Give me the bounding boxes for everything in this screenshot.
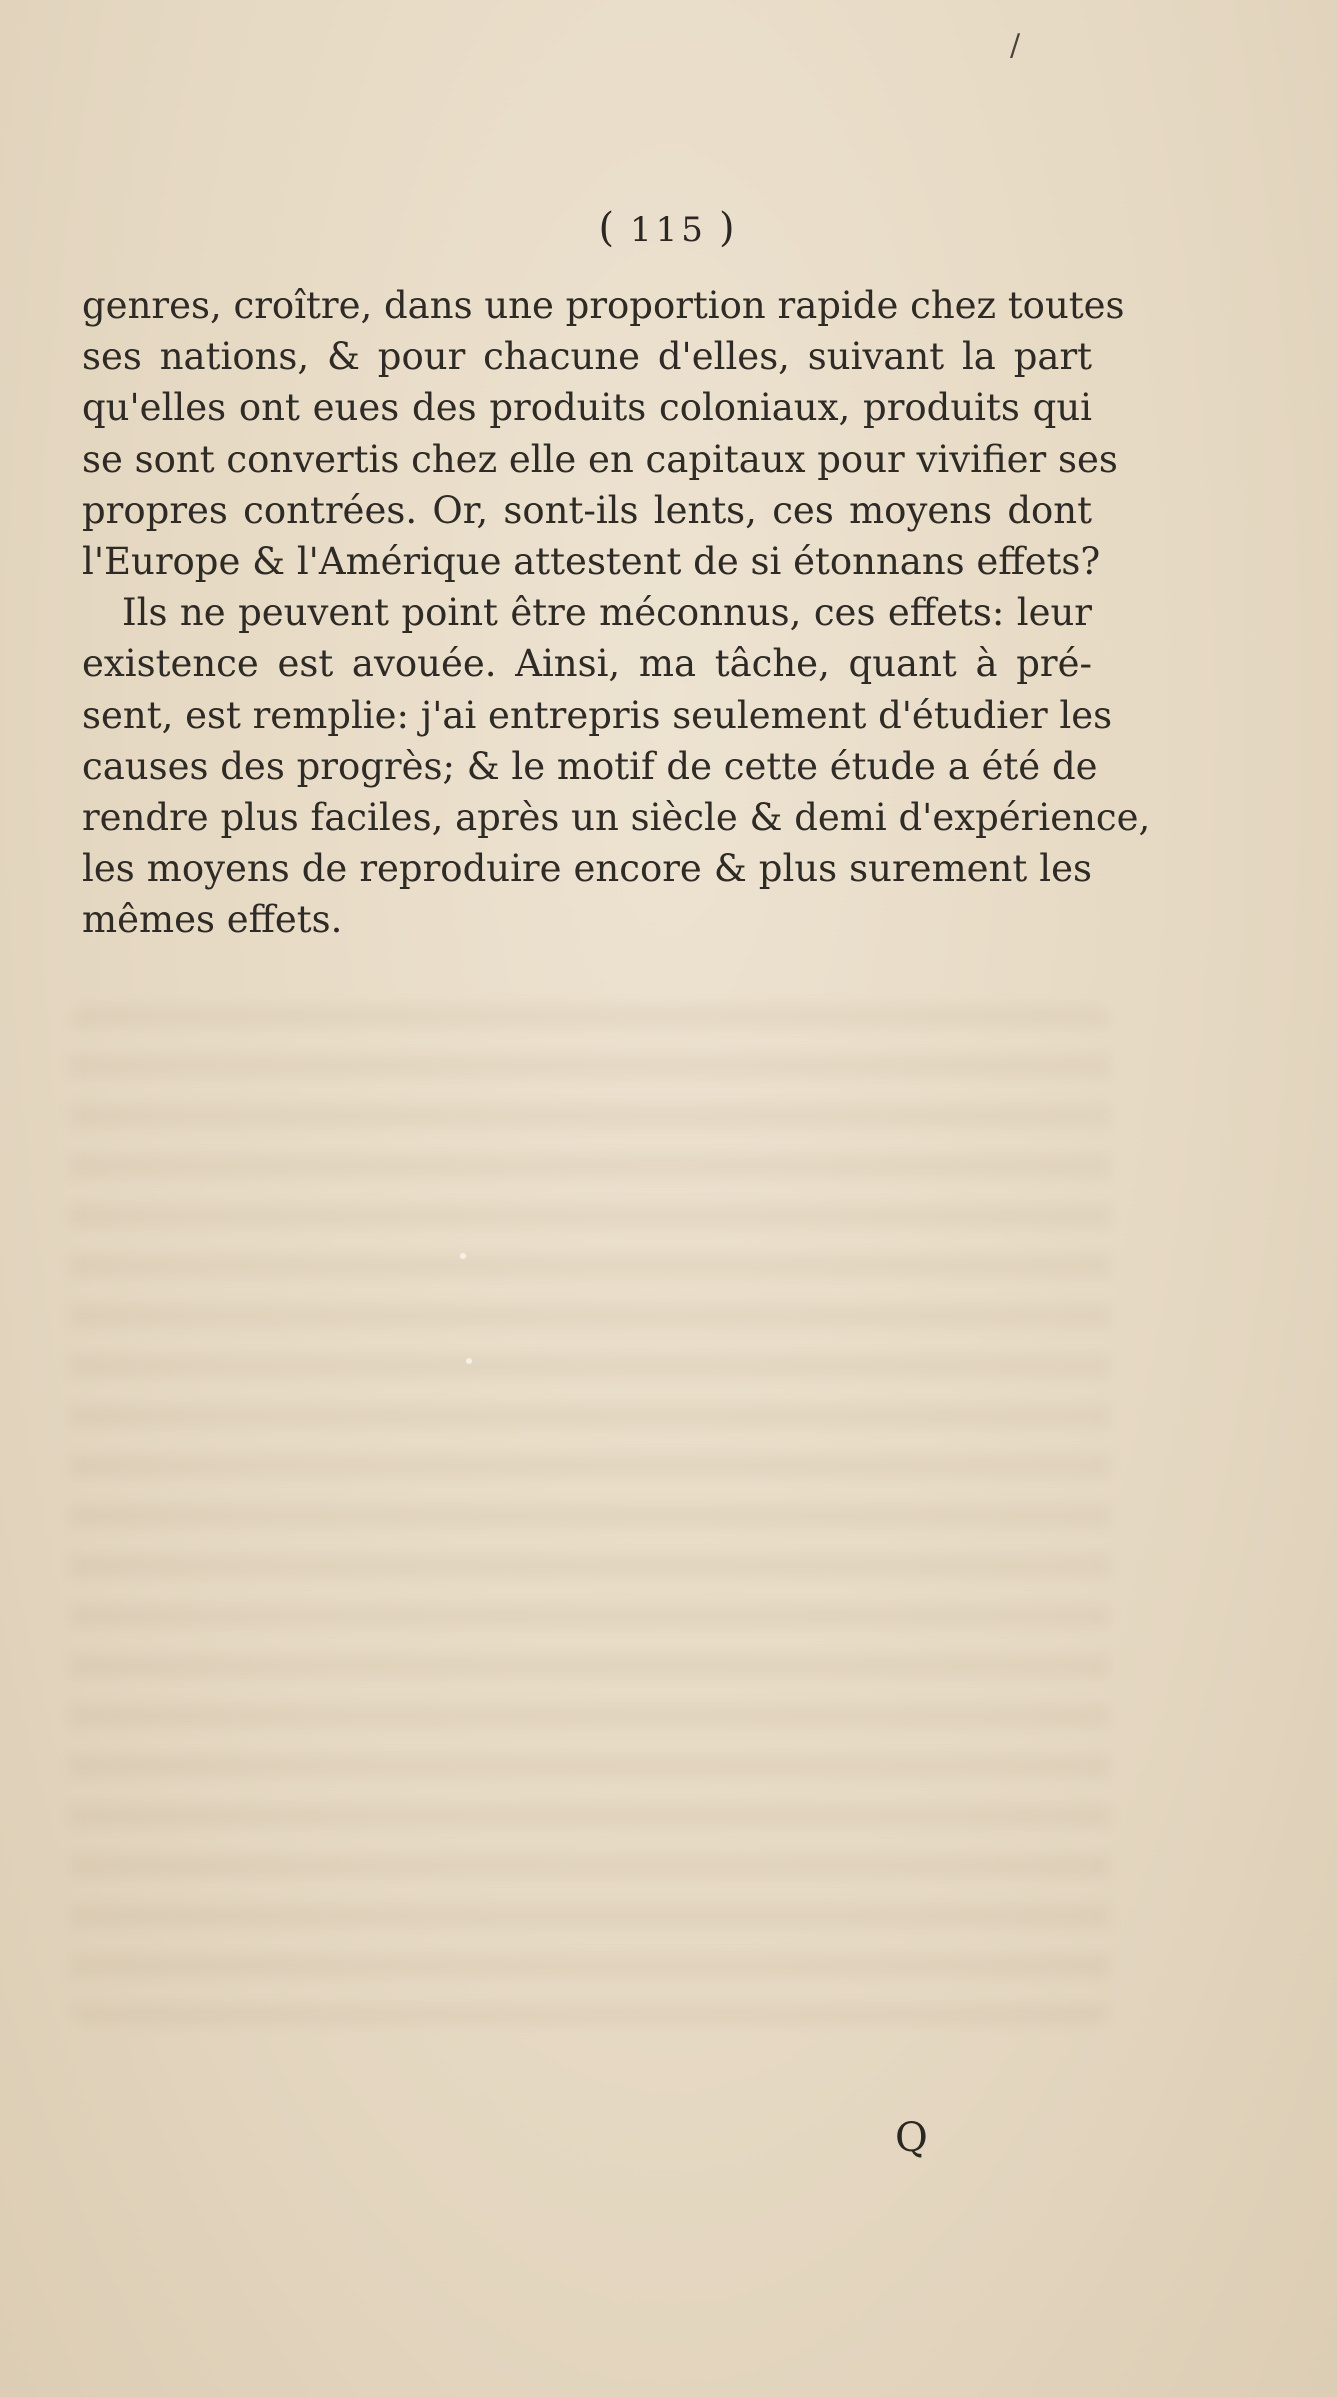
text-line: propres contrées. Or, sont-ils lents, ces moyens dont [82,488,1092,532]
page-header [0,205,1337,251]
signature-mark: Q [895,2115,928,2161]
paper-speck [460,1253,466,1259]
text-line: se sont convertis chez elle en capitaux pour vivifier ses [82,437,1118,481]
stray-mark: / [1010,28,1021,63]
text-line: mêmes effets. [82,898,343,942]
text-line: les moyens de reproduire encore & plus surement les [82,847,1092,891]
header-open-paren: ( [598,205,619,251]
text-line: causes des progrès; & le motif de cette étude a été de [82,744,1098,788]
text-line: existence est avouée. Ainsi, ma tâche, quant à pré- [82,642,1092,686]
paragraph-start-line: Ils ne peuvent point être méconnus, ces effets: leur [122,591,1092,635]
page-number: 115 [630,210,707,250]
text-line: l'Europe & l'Amérique attestent de si étonnans effets? [82,540,1101,584]
show-through-text [70,1005,1110,2025]
text-line: qu'elles ont eues des produits coloniaux, produits qui [82,386,1092,430]
text-line: ses nations, & pour chacune d'elles, suivant la part [82,335,1092,379]
body-text [82,280,1151,946]
text-line: genres, croître, dans une proportion rapide chez toutes [82,284,1125,327]
text-line: sent, est remplie: j'ai entrepris seulement d'étudier les [82,693,1113,737]
paper-speck [466,1358,472,1364]
header-close-paren: ) [718,205,739,251]
text-line: rendre plus faciles, après un siècle & demi d'expérience, [82,796,1151,840]
